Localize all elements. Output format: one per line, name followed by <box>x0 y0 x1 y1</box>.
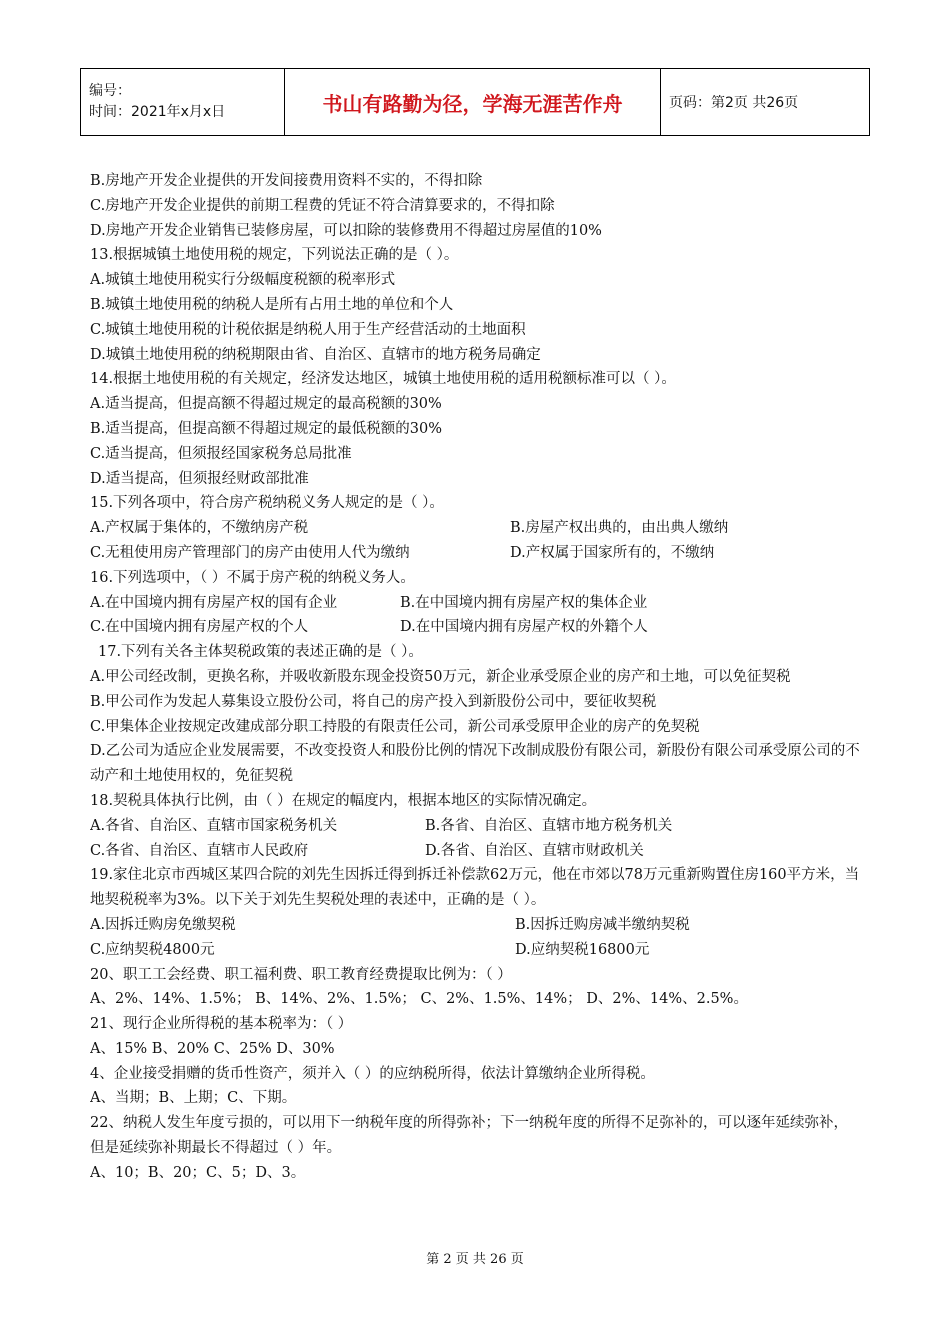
option-text: D.各省、自治区、直辖市财政机关 <box>425 842 644 859</box>
document-header <box>80 68 870 136</box>
text-line: A.城镇土地使用税实行分级幅度税额的税率形式 <box>90 272 396 289</box>
option-text: D.应纳契税16800元 <box>515 941 650 958</box>
question-17-stem: 17.下列有关各主体契税政策的表述正确的是（ ）。 <box>98 644 423 661</box>
question-13-stem: 13.根据城镇土地使用税的规定，下列说法正确的是（ ）。 <box>90 247 459 264</box>
question-16-options-row <box>90 591 860 616</box>
option-text: C.无租使用房产管理部门的房产由使用人代为缴纳 <box>90 544 410 561</box>
option-text: C.在中国境内拥有房屋产权的个人 <box>90 619 309 636</box>
document-date-label: 时间：2021年x月x日 <box>89 104 226 120</box>
text-line: D.城镇土地使用税的纳税期限由省、自治区、直辖市的地方税务局确定 <box>90 346 541 363</box>
option-text: C.各省、自治区、直辖市人民政府 <box>90 842 309 859</box>
text-line: C.适当提高，但须报经国家税务总局批准 <box>90 445 352 462</box>
option-text: C.甲集体企业按规定改建成部分职工持股的有限责任公司，新公司承受原甲企业的房产的免契税 <box>90 718 700 735</box>
text-line: B.适当提高，但提高额不得超过规定的最低税额的30% <box>90 420 442 437</box>
question-20-stem: 20、职工工会经费、职工福利费、职工教育经费提取比例为：（ ） <box>90 966 512 983</box>
page-footer: 第 2 页 共 26 页 <box>426 1252 524 1267</box>
text-line: C.城镇土地使用税的计税依据是纳税人用于生产经营活动的土地面积 <box>90 321 526 338</box>
option-text: C.应纳契税4800元 <box>90 941 215 958</box>
text-line: D.房地产开发企业销售已装修房屋，可以扣除的装修费用不得超过房屋值的10% <box>90 222 602 239</box>
question-18-options-row <box>90 814 860 839</box>
option-text: B.因拆迁购房减半缴纳契税 <box>515 916 690 933</box>
header-motto: 书山有路勤为径，学海无涯苦作舟 <box>285 69 661 136</box>
option-text: B.各省、自治区、直辖市地方税务机关 <box>425 817 673 834</box>
option-text: A.因拆迁购房免缴契税 <box>90 916 236 933</box>
option-text: D.乙公司为适应企业发展需要，不改变投资人和股份比例的情况下改制成股份有限公司，新股份有限公司承受原公司的不动产和土地使用权的，免征契税 <box>90 743 860 785</box>
document-number-label: 编号： <box>89 83 131 99</box>
question-16-options-row <box>90 615 860 640</box>
question-22-stem: 22、纳税人发生年度亏损的，可以用下一纳税年度的所得弥补；下一纳税年度的所得不足弥补的，可以逐年延续弥补，但是延续弥补期最长不得超过（ ）年。 <box>90 1115 848 1157</box>
question-15-options-row <box>90 516 860 541</box>
option-text: A、10；B、20；C、5；D、3。 <box>90 1164 306 1181</box>
header-meta-cell <box>81 69 285 136</box>
question-19-options-row <box>90 938 860 963</box>
header-page-label: 页码：第2页 共26页 <box>661 69 870 136</box>
question-15-stem: 15.下列各项中，符合房产税纳税义务人规定的是（ ）。 <box>90 495 444 512</box>
text-line: B.房地产开发企业提供的开发间接费用资料不实的，不得扣除 <box>90 173 483 189</box>
document-body <box>90 169 860 1186</box>
question-18-options-row <box>90 839 860 864</box>
option-text: A、2%、14%、1.5%； B、14%、2%、1.5%； C、2%、1.5%、14%； D、2%、14%、2.5%。 <box>90 991 748 1008</box>
option-text: B.在中国境内拥有房屋产权的集体企业 <box>400 594 648 611</box>
text-line: B.城镇土地使用税的纳税人是所有占用土地的单位和个人 <box>90 296 454 313</box>
question-21-stem: 21、现行企业所得税的基本税率为：（ ） <box>90 1016 353 1033</box>
question-16-stem: 16.下列选项中，（ ）不属于房产税的纳税义务人。 <box>90 569 415 586</box>
text-line: C.房地产开发企业提供的前期工程费的凭证不符合清算要求的，不得扣除 <box>90 197 555 214</box>
question-19-options-row <box>90 913 860 938</box>
option-text: B.甲公司作为发起人募集设立股份公司，将自己的房产投入到新股份公司中，要征收契税 <box>90 693 657 710</box>
option-text: A、15% B、20% C、25% D、30% <box>90 1040 335 1057</box>
option-text: A.在中国境内拥有房屋产权的国有企业 <box>90 594 338 611</box>
option-text: A.各省、自治区、直辖市国家税务机关 <box>90 817 338 834</box>
question-4-stem: 4、企业接受捐赠的货币性资产，须并入（ ）的应纳税所得，依法计算缴纳企业所得税。 <box>90 1065 655 1082</box>
option-text: D.产权属于国家所有的，不缴纳 <box>510 544 715 561</box>
question-18-stem: 18.契税具体执行比例，由（ ）在规定的幅度内，根据本地区的实际情况确定。 <box>90 792 597 809</box>
question-19-stem: 19.家住北京市西城区某四合院的刘先生因拆迁得到拆迁补偿款62万元，他在市郊以78万元重新购置住房160平方米，当地契税税率为3%。以下关于刘先生契税处理的表述中，正确的是（ ）。 <box>90 867 860 909</box>
option-text: A.甲公司经改制，更换名称，并吸收新股东现金投资50万元，新企业承受原企业的房产和土地，可以免征契税 <box>90 668 791 685</box>
question-14-stem: 14.根据土地使用税的有关规定，经济发达地区，城镇土地使用税的适用税额标准可以（ ）。 <box>90 371 676 388</box>
question-15-options-row <box>90 541 860 566</box>
text-line: D.适当提高，但须报经财政部批准 <box>90 470 309 487</box>
option-text: A.产权属于集体的，不缴纳房产税 <box>90 520 309 537</box>
option-text: B.房屋产权出典的，由出典人缴纳 <box>510 520 729 537</box>
option-text: A、当期；B、上期；C、下期。 <box>90 1090 297 1107</box>
option-text: D.在中国境内拥有房屋产权的外籍个人 <box>400 619 648 636</box>
text-line: A.适当提高，但提高额不得超过规定的最高税额的30% <box>90 396 442 413</box>
